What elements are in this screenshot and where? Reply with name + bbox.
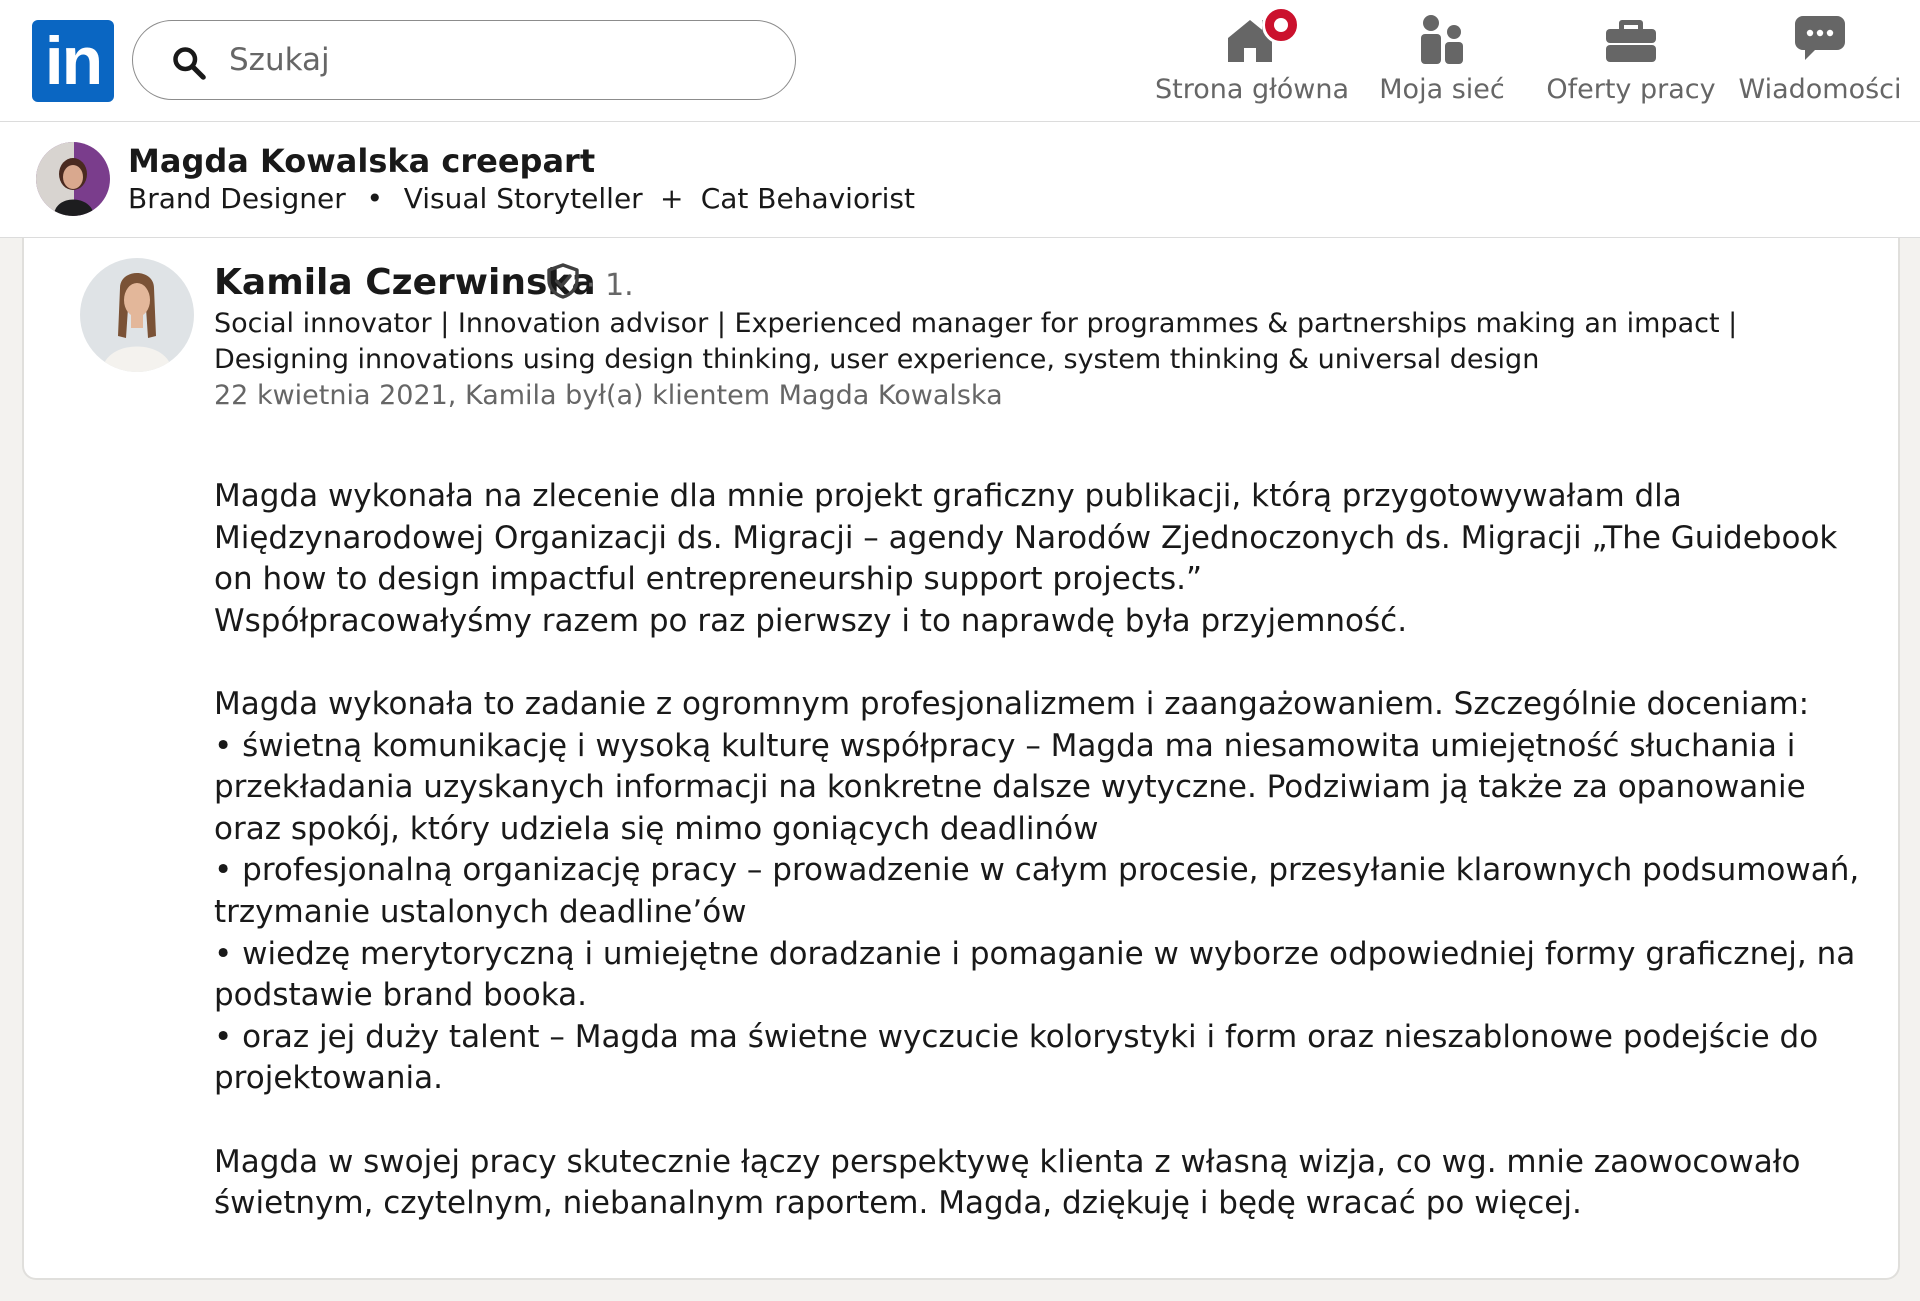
nav-item-network[interactable] (1360, 0, 1524, 121)
network-icon (1416, 14, 1468, 66)
nav-label-messaging: Wiadomości (1738, 74, 1902, 105)
avatar[interactable] (36, 142, 110, 216)
profile-header (0, 122, 1920, 238)
headline-part: Brand Designer (128, 182, 346, 215)
linkedin-logo[interactable]: in (32, 20, 114, 102)
profile-name: Magda Kowalska creepart (128, 142, 596, 180)
connection-degree: · 1. (586, 268, 634, 303)
recommender-name[interactable]: Kamila Czerwinska (214, 262, 596, 303)
global-nav (0, 0, 1920, 122)
paragraph-spacer (214, 1100, 1864, 1142)
nav-label-jobs: Oferty pracy (1546, 74, 1716, 105)
recommendation-paragraph: Magda w swojej pracy skutecznie łączy perspektywę klienta z własną wizja, co wg. mnie zaowocowało świetnym, czytelnym, niebanalnym raportem. Magda, dziękuję i będę wracać po więcej. (214, 1143, 1801, 1222)
nav-item-jobs[interactable] (1540, 0, 1722, 121)
verified-icon (544, 262, 582, 300)
search-icon (171, 45, 207, 81)
nav-label-home: Strona główna (1154, 74, 1350, 105)
recommender-avatar[interactable] (80, 258, 194, 372)
nav-label-network: Moja sieć (1379, 74, 1505, 105)
nav-item-home[interactable] (1150, 0, 1354, 121)
recommendation-text (214, 476, 1864, 1225)
headline-part: Visual Storyteller (403, 182, 643, 215)
recommendation-paragraph: Magda wykonała to zadanie z ogromnym profesjonalizmem i zaangażowaniem. Szczególnie doceniam: • świetną komunikację i wysoką kulturę współpracy – Magda ma niesamowita umiejętność słuchania i przekładania uzyskanych informacji na konkretne dalsze wytyczne. Podziwiam ją także za opanowanie oraz spokój, który udziela się mimo goniących deadlinów • profesjonalną organizację pracy – prowadzenie w całym procesie, przesyłanie klarownych podsumowań, trzymanie ustalonych deadline’ów • wiedzę merytoryczną i umiejętne doradzanie i pomaganie w wyborze odpowiedniej formy graficznej, na podstawie brand booka. • oraz jej duży talent – Magda ma świetne wyczucie kolorystyki i form oraz nieszablonowe podejście do projektowania. (214, 685, 1860, 1097)
messaging-icon (1793, 14, 1847, 64)
paragraph-spacer (214, 642, 1864, 684)
headline-separator: + (659, 182, 684, 215)
notification-badge (1262, 6, 1300, 44)
nav-item-messaging[interactable] (1734, 0, 1906, 121)
search-input[interactable] (229, 35, 749, 85)
recommendation-meta: 22 kwietnia 2021, Kamila był(a) klientem Magda Kowalska (214, 380, 1003, 411)
recommendation-paragraph: Magda wykonała na zlecenie dla mnie projekt graficzny publikacji, którą przygotowywałam dla Międzynarodowej Organizacji ds. Migracji – agendy Narodów Zjednoczonych ds. Migracji „The Guidebook on how to design impactful entrepreneurship support projects.” Współpracowałyśmy razem po raz pierwszy i to naprawdę była przyjemność. (214, 478, 1838, 639)
recommender-headline: Social innovator | Innovation advisor | Experienced manager for programmes & partnerships making an impact | Designing innovations using design thinking, user experience, system thinking & universal design (214, 308, 1738, 375)
briefcase-icon (1604, 14, 1658, 64)
search-bar[interactable] (132, 20, 796, 100)
headline-separator: • (366, 182, 383, 215)
profile-headline (128, 182, 915, 215)
recommendation-card (22, 238, 1900, 1280)
headline-part: Cat Behaviorist (700, 182, 915, 215)
